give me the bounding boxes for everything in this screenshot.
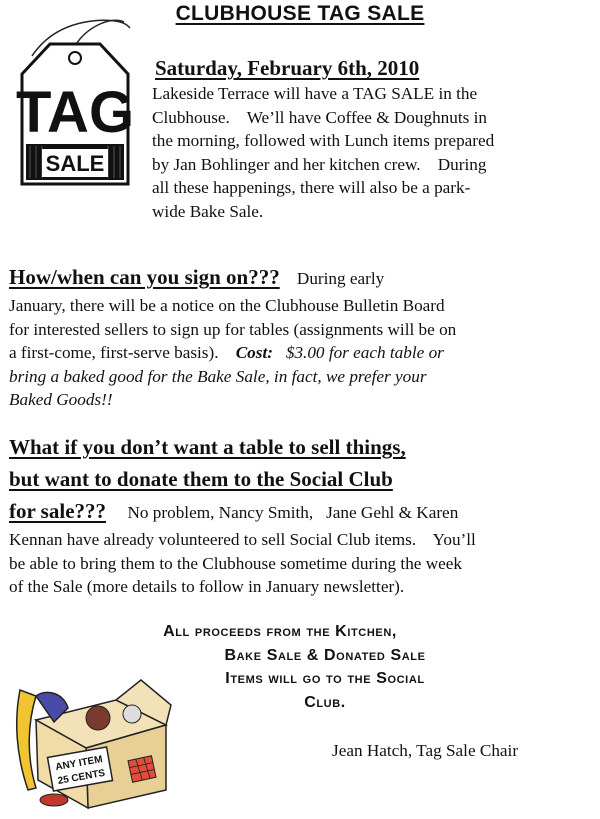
donate-section (9, 432, 476, 599)
donate-text: be able to bring them to the Clubhouse sometime during the week (9, 553, 462, 573)
price-tag-icon (12, 16, 138, 186)
proceeds-line: Club. (304, 693, 346, 711)
signup-text: During early (296, 269, 385, 288)
intro-line: wide Bake Sale. (152, 201, 264, 221)
sign-line-1: ANY ITEM (54, 754, 104, 774)
event-date: Saturday, February 6th, 2010 (155, 56, 420, 80)
proceeds-line: All proceeds from the Kitchen, (163, 623, 397, 640)
intro-line: the morning, followed with Lunch items prepared (152, 131, 495, 151)
donate-text: of the Sale (more details to follow in January newsletter). (9, 577, 405, 597)
signup-text: a first-come, first-serve basis). (9, 343, 219, 363)
cost-text: $3.00 for each table or (285, 343, 444, 363)
logo-top-text: TAG (15, 80, 135, 145)
intro-paragraph (152, 82, 494, 224)
cost-text: bring a baked good for the Bake Sale, in fact, we prefer your (9, 366, 427, 386)
donate-heading: for sale??? (9, 499, 107, 523)
intro-line: Lakeside Terrace will have a TAG SALE in the (152, 84, 478, 103)
sign-line-2: 25 CENTS (56, 767, 106, 787)
proceeds-line: Bake Sale & Donated Sale (224, 646, 426, 664)
page-title: CLUBHOUSE TAG SALE (175, 2, 425, 25)
intro-line: by Jan Bohlinger and her kitchen crew. During (152, 154, 487, 174)
signup-text: January, there will be a notice on the Clubhouse Bulletin Board (9, 296, 445, 315)
proceeds-line: Items will go to the Social (225, 670, 425, 687)
donation-box-icon (6, 660, 174, 810)
donate-text: Kennan have already volunteered to sell Social Club items. You’ll (9, 530, 476, 549)
intro-line: all these happenings, there will also be a park- (152, 178, 471, 198)
signup-text: for interested sellers to sign up for tables (assignments will be on (9, 319, 457, 339)
cost-text: Baked Goods!! (9, 390, 113, 410)
signup-heading: How/when can you sign on??? (9, 265, 280, 289)
intro-line: Clubhouse. We’ll have Coffee & Doughnuts in (152, 107, 488, 127)
donate-text: No problem, Nancy Smith, Jane Gehl & Karen (127, 503, 459, 522)
donate-heading: What if you don’t want a table to sell things, (9, 435, 406, 459)
donate-heading: but want to donate them to the Social Club (9, 467, 393, 491)
signature: Jean Hatch, Tag Sale Chair (332, 741, 519, 760)
cost-label: Cost: (235, 343, 273, 363)
logo-bottom-text: SALE (45, 151, 105, 176)
signup-section (9, 262, 456, 412)
